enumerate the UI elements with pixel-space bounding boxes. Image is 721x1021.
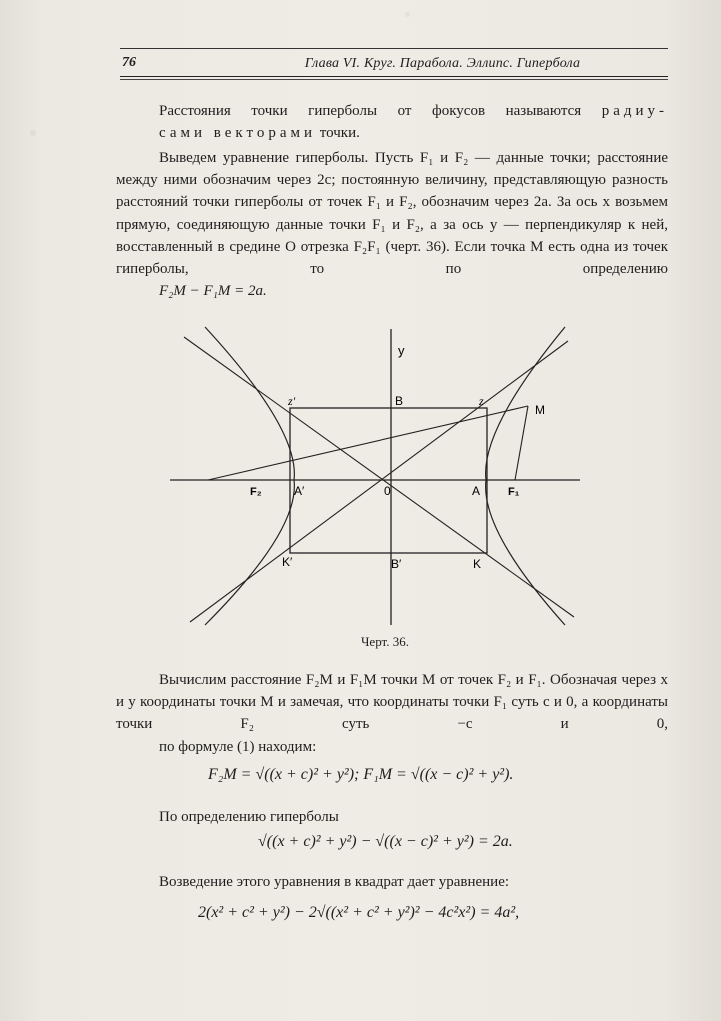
equation-inline: F₂M − F₁M = 2a.	[159, 283, 267, 300]
label-F2: F₂	[250, 486, 262, 498]
label-y: y	[398, 343, 405, 358]
radius-vector-F1M	[515, 406, 528, 480]
paragraph-by-definition: По определению гиперболы	[159, 809, 339, 825]
paragraph-squaring: Возведение этого уравнения в квадрат дает уравнение:	[159, 874, 510, 890]
hyperbola-left-branch	[205, 327, 294, 625]
formula-hyperbola-definition: √((x + c)² + y²) − √((x − c)² + y²) = 2a.	[258, 833, 513, 850]
term-emphasis: сами векторами	[159, 125, 317, 142]
text-span: точки.	[319, 125, 360, 142]
text-span: по формуле (1) находим:	[159, 738, 317, 755]
label-K-prime: K′	[282, 555, 293, 569]
label-K: K	[473, 557, 482, 571]
label-A: A	[472, 484, 481, 498]
label-O: 0	[384, 484, 391, 498]
formula-distances: F₂M = √((x + c)² + y²); F₁M = √((x − c)² + y²).	[208, 766, 514, 783]
figure-caption: Черт. 36.	[360, 634, 409, 649]
paragraph-radius-vectors	[116, 100, 668, 144]
label-F1: F₁	[508, 486, 520, 498]
page-number: 76	[122, 55, 136, 70]
label-A-prime: A′	[294, 484, 305, 498]
running-head: Глава VI. Круг. Парабола. Эллипс. Гипербола	[304, 56, 581, 71]
hyperbola-right-branch	[486, 327, 565, 625]
term-emphasis: радиу-	[601, 103, 669, 119]
header-rule-top	[120, 48, 668, 49]
paragraph-derivation	[116, 147, 668, 302]
label-B: B	[395, 394, 404, 408]
print-speck	[30, 130, 36, 136]
formula-squared: 2(x² + c² + y²) − 2√((x² + c² + y²)² − 4c²x²) = 4a²,	[198, 904, 520, 921]
text-span: Расстояния точки гиперболы от фокусов называются	[159, 103, 582, 119]
paragraph-compute-distances	[116, 669, 668, 758]
label-B-prime: B′	[391, 557, 402, 571]
text-span: Выведем уравнение гиперболы. Пусть F₁ и F₂ — данные точки; расстояние между ними обозначим через 2c; постоянную величину, представляющую разность расстояний точки гиперболы от точек F₁ и F₂, обозначим через 2a. За ось x возьмем прямую, соединяющую данные точки F₁ и F₂, а за ось y — перпендикуляр к ней, восставленный в средине O отрезка F₂F₁ (черт. 36). Если точка M есть одна из точек гиперболы, то по определению	[116, 150, 668, 278]
text-span: Вычислим расстояние F₂M и F₁M точки M от точек F₂ и F₁. Обозначая через x и y координаты точки M и замечая, что координаты точки F₁ суть c и 0, а координаты точки F₂ суть −c и 0,	[116, 672, 668, 733]
label-z: z	[479, 394, 484, 408]
hyperbola-figure	[170, 325, 580, 630]
label-z-prime: z′	[288, 394, 296, 408]
print-speck	[405, 12, 410, 17]
header-rule-bottom	[120, 76, 668, 77]
label-M: M	[535, 403, 545, 417]
header-rule-bottom-thin	[120, 79, 668, 80]
